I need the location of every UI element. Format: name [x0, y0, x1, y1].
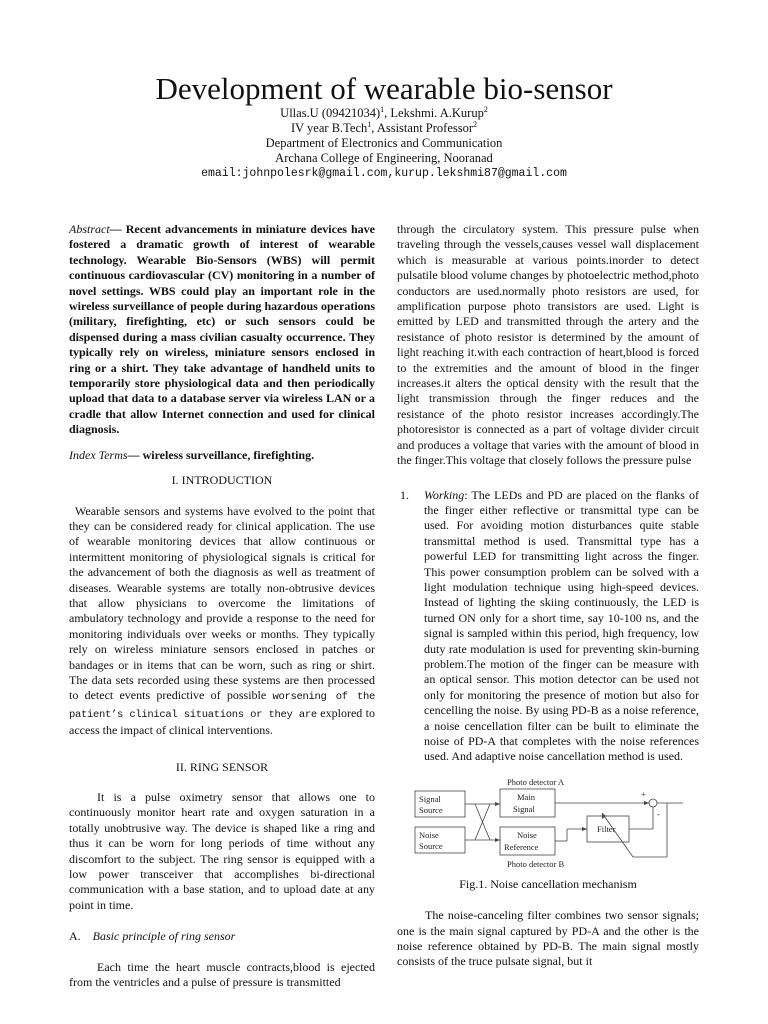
svg-text:Main: Main [517, 791, 535, 802]
noise-canceling-paragraph: The noise-canceling filter combines two sensor signals; one is the main signal captured by PD-A and the other is the noise reference obtained by PD-B. The main signal mostly consists of the truce pulsate signal, but it [397, 908, 699, 969]
right-column [397, 222, 699, 970]
section-ring-sensor-heading: II. RING SENSOR [175, 759, 269, 774]
svg-text:-: - [657, 808, 660, 819]
department-line: Department of Electronics and Communication [265, 136, 503, 150]
college-line: Archana College of Engineering, Nooranad [275, 151, 493, 165]
abstract: Abstract— Recent advancements in miniature devices have fostered a dramatic growth of interest of wearable technology. Wearable Bio-Sensors (WBS) will permit continuous cardiovascular (CV) monitoring in a number of novel settings. WBS could play an important role in the wireless surveillance of people during hazardous operations (military, firefighting, etc) or such sensors could be dispensed during a mass civilian casualty occurrence. They typically rely on wireless, miniature sensors enclosed in ring or a shirt. They take advantage of handheld units to temporarily store physiological data and then periodically upload that data to a database server via wireless LAN or a cradle that allow Internet connection and used for clinical diagnosis. [69, 222, 375, 437]
basic-principle-paragraph: Each time the heart muscle contracts,blood is ejected from the ventricles and a pulse of pressure is transmitted [69, 959, 375, 990]
svg-text:Noise: Noise [419, 829, 439, 840]
noise-cancellation-diagram [397, 777, 699, 873]
photo-detector-a-label: Photo detector A [507, 776, 565, 787]
svg-text:Filter: Filter [597, 823, 616, 834]
index-terms: Index Terms— wireless surveillance, firefighting. [69, 447, 315, 462]
svg-text:Signal: Signal [513, 803, 535, 814]
email-line: email:johnpolesrk@gmail.com,kurup.lekshmi87@gmail.com [201, 167, 567, 180]
ring-sensor-paragraph: It is a pulse oximetry sensor that allows one to continuously monitor heart rate and oxygen saturation in a totally unobtrusive way. The device is shaped like a ring and thus it can be worn for long periods of time without any discomfort to the subject. The ring sensor is equipped with a low power transceiver that accomplishes bi-directional communication with a base station, and to upload date at any point in time. [69, 790, 375, 912]
working-list-item: 1. Working: The LEDs and PD are placed on the flanks of the finger either reflective or transmittal type can be used. For avoiding motion disturbances quite stable transmittal method is used. Transmittal type has a powerful LED for transmitting light across the finger. This power consumption problem can be solved with a light modulation technique using high-speed devices. Instead of lighting the skiing continuously, the LED is turned ON only for a short time, say 10-100 ns, and the signal is sampled within this period, high frequency, low duty rate modulation is used for preventing skin-burning problem.The motion of the finger can be measure with an optical sensor. This motion detector can be used not only for monitoring the presence of motion but also for cencelling the noise. By using PD-B as a noise reference, a noise cencellation filter can be built to eliminate the noise of PD-A that completes with the noise references used. And adaptive noise cancellation method is used. [400, 487, 699, 764]
paper-title: Development of wearable bio-sensor [155, 71, 613, 106]
introduction-paragraph: Wearable sensors and systems have evolved to the point that they can be considered ready for clinical application. The use of wearable monitoring devices that allow continuous or intermittent monitoring of physiological signals is critical for the advancement of both the diagnosis as well as treatment of diseases. Wearable systems are totally non-obtrusive devices that allow physicians to overcome the limitations of ambulatory technology and provide a response to the need for monitoring individuals over weeks or months. They typically rely on wireless miniature sensors enclosed in patches or bandages or in items that can be worn, such as ring or shirt. The data sets recorded using these systems are then processed to detect events predictive of possible worsening of the patient’s clinical situations or they are explored to access the impact of clinical interventions. [69, 503, 375, 738]
section-introduction-heading: I. INTRODUCTION [171, 473, 273, 488]
summing-junction-icon [649, 799, 657, 807]
authors-line: Ullas.U $(09421034)^1$, Lekshmi. A.Kurup$^2$ [280, 104, 488, 120]
svg-text:Reference: Reference [504, 841, 539, 852]
roles-line: IV year B.Tech$^1$, Assistant Professor$^2$ [290, 119, 478, 135]
subsection-basic-principle-heading: A. Basic principle of ring sensor [69, 929, 236, 944]
figure-caption: Fig.1. Noise cancellation mechanism [459, 876, 637, 891]
svg-text:Noise: Noise [517, 829, 537, 840]
svg-text:Source: Source [419, 840, 443, 851]
left-column [69, 222, 375, 990]
continued-paragraph: through the circulatory system. This pressure pulse when traveling through the vessels,causes vessel wall displacement which is measurable at various points.inorder to detect pulsatile blood volume changes by photoelectric method,photo conductors are used.normally photo resistors are used, for amplification purpose photo transistors are used. Light is emitted by LED and transmitted through the artery and the resistance of photo resistor is determined by the amount of light reaching it.with each contraction of heart,blood is forced to the extremities and the amount of blood in the finger increases.it alters the optical density with the result that the light transmission through the finger reduces and the resistance of the photo resistor increases accordingly.The photoresistor is connected as a part of voltage divider circuit and produces a voltage that varies with the amount of blood in the finger.This voltage that closely follows the pressure pulse [397, 222, 699, 468]
svg-text:+: + [641, 788, 646, 799]
svg-text:Signal: Signal [419, 793, 441, 804]
svg-text:Source: Source [419, 804, 443, 815]
photo-detector-b-label: Photo detector B [507, 858, 565, 869]
